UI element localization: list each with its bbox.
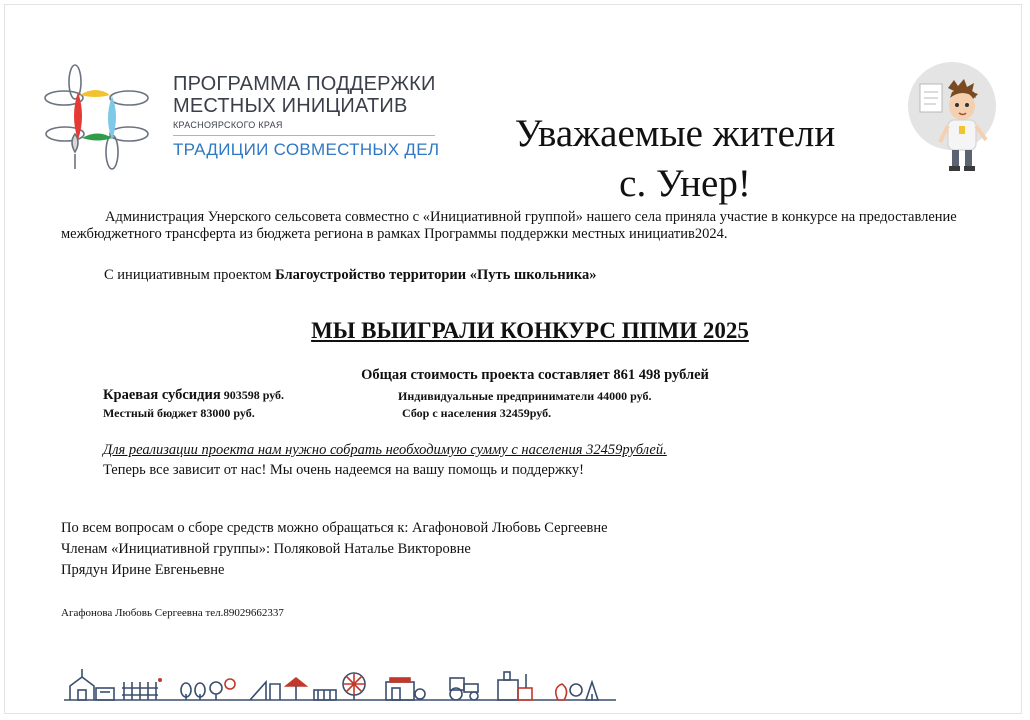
contacts-line2: Членам «Инициативной группы»: Поляковой Наталье Викторовне <box>61 541 471 557</box>
garden-icon <box>556 682 598 700</box>
appeal-text: Теперь все зависит от нас! Мы очень надеемся на вашу помощь и поддержку! <box>103 462 584 478</box>
factory-icon <box>498 672 532 700</box>
logo-line4: ТРАДИЦИИ СОВМЕСТНЫХ ДЕЛ <box>173 140 440 159</box>
logo-divider <box>173 135 435 136</box>
funding-regional-label: Краевая субсидия <box>103 387 221 403</box>
program-logo-text <box>173 73 439 160</box>
funding-population: Сбор с населения 32459руб. <box>402 406 552 420</box>
logo-line2: МЕСТНЫХ ИНИЦИАТИВ <box>173 95 408 117</box>
funding-regional-value: 903598 руб. <box>220 388 285 402</box>
signature-phone: Агафонова Любовь Сергеевна тел.89029662337 <box>61 607 284 619</box>
project-prefix: С инициативным проектом <box>104 267 276 283</box>
logo-line3: КРАСНОЯРСКОГО КРАЯ <box>173 120 283 130</box>
total-cost: Общая стоимость проекта составляет 861 498 рублей <box>361 367 709 383</box>
trees-icon <box>181 679 235 700</box>
contacts-line3: Прядун Ирине Евгеньевне <box>61 562 225 578</box>
village-icons-strip <box>64 664 624 704</box>
project-name: Благоустройство территории «Путь школьника» <box>275 267 597 283</box>
ppmi-emblem-icon <box>38 62 156 172</box>
intro-text: Администрация Унерского сельсовета совместно с «Инициативной группой» нашего села приняла участие в конкурсе на предоставление межбюджетного трансферта из бюджета региона в рамках Программы поддержки местных инициатив2024. <box>61 209 957 242</box>
winner-headline: МЫ ВЫИГРАЛИ КОНКУРС ППМИ 2025 <box>311 318 749 343</box>
funding-entrepreneurs: Индивидуальные предприниматели 44000 руб. <box>398 389 652 403</box>
contacts-line1: По всем вопросам о сборе средств можно обращаться к: Агафоновой Любовь Сергеевне <box>61 520 608 536</box>
heading-line2: с. Унер! <box>619 162 751 205</box>
collection-note: Для реализации проекта нам нужно собрать необходимую сумму с населения 32459рублей. <box>103 442 667 458</box>
logo-line1: ПРОГРАММА ПОДДЕРЖКИ <box>173 73 436 95</box>
house-icon <box>70 669 114 700</box>
heading-line1: Уважаемые жители <box>514 112 836 155</box>
mascot-icon <box>908 62 1000 178</box>
fence-icon <box>122 678 162 700</box>
shop-icon <box>386 678 425 700</box>
intro-paragraph <box>61 209 966 243</box>
tractor-icon <box>450 678 478 700</box>
funding-local: Местный бюджет 83000 руб. <box>103 406 255 420</box>
project-line <box>104 267 597 284</box>
park-icon <box>314 673 365 700</box>
playground-icon <box>250 678 306 700</box>
contacts-block <box>61 518 608 581</box>
funding-regional <box>103 387 284 404</box>
